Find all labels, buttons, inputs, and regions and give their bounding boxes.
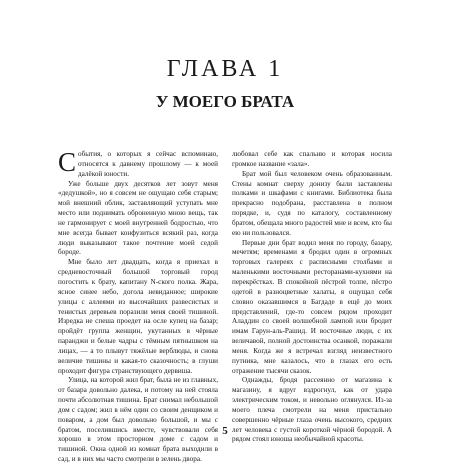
paragraph [58, 147, 218, 180]
paragraph: Мне было лет двадцать, когда я приехал в средневосточный большой торговый город погостить к брату, капитану N-ского полка. Жара, ясное синее небо, догола невиданное; широкие улицы с аллеями из высочайших развесистых и тенистых деревьев поразили меня своей тишиной. Изредка не спеша проедет на осле купец на базар; пройдёт группа женщин, укутанных в чёрные паранджи и белые чадры с тёмным пятнышком на лицах, — а то плывут тяжёлые верблюды, и снова величие тишины и какая-то сказочность; в глуши проходит фигура странствующего дервиша. [58, 258, 218, 375]
paragraph: Улица, на которой жил брат, была не из главных, от базара довольно далека, и потому на ней стояла почти абсолютная тишина. Брат снимал небольшой дом с садом; жил в нём один со своим денщиком и поваром, а дом был довольно большой, и мы с братом, поселившись вместе, чувствовали себя хорошо в этом просторном доме с садом и тишиной. Окна одной из комнат брата выходили в сад, и в них мы часто смотрели в зелень двора. [58, 376, 218, 464]
paragraph: Однажды, бродя рассеянно от магазина к магазину, я вдруг вздрогнул, как от удара электрическим током, и невольно оглянулся. Из-за моего плеча смотрели на меня пристально совершенно чёрные глаза очень высокого, средних лет человека с густой короткой чёрной бородой. А рядом стоял юноша необычайной красоты. [232, 376, 392, 444]
paragraph: любовал себе как спальню и которая носила громкое название «зала». [232, 150, 392, 168]
paragraph-text: обытия, о которых я сейчас вспоминаю, относятся к давнему прошлому — к моей далёкой юности. [78, 150, 218, 178]
left-column [58, 147, 218, 464]
paragraph: Уже больше двух десятков лет зовут меня «дедушкой», но я совсем не ощущаю себя старым; мой внешний облик, заставляющий уступать мне место или поднимать оброненную мною вещь, так не гармонирует с моей внутренней бодростью, что мне всегда бывает конфузиться всякий раз, когда люди выказывают такое почтение моей седой бороде. [58, 179, 218, 257]
drop-cap: С [58, 147, 77, 177]
chapter-subtitle: У МОЕГО БРАТА [155, 92, 295, 111]
paragraph: Брат мой был человеком очень образованным. Стены комнат сверху донизу были заставлены полками и шкафами с книгами. Библиотека была прекрасно подобрана, расставлена в полном порядке, и, судя по каталогу, составленному братом, обещала много радостей мне и всем, кто бы ею ни пользовался. [232, 169, 392, 237]
chapter-title: ГЛАВА 1 [166, 56, 284, 82]
page-number: 5 [222, 425, 228, 437]
paragraph: Первые дни брат водил меня по городу, базару, мечетям; временами я бродил один в огромных торговых галереях с расписными столбами и маленькими восточными ресторанами-кухнями на перекрёстках. В спокойной пёстрой толпе, пёстро одетой в разноцветные халаты, я ощущал себя словно оказавшимся в Багдаде в ещё до моих представлений, где-то совсем рядом проходит Аладдин со своей волшебной лампой или бродит имам Гарун-аль-Рашид. И восточные люди, с их величавой, полной достоинства осанкой, поражали меня. Когда же я встречал взгляд неизвестного путника, мне казалось, что в глазах его есть отражение тысячи сказок. [232, 238, 392, 375]
right-column [232, 150, 392, 444]
text-columns [58, 147, 392, 464]
